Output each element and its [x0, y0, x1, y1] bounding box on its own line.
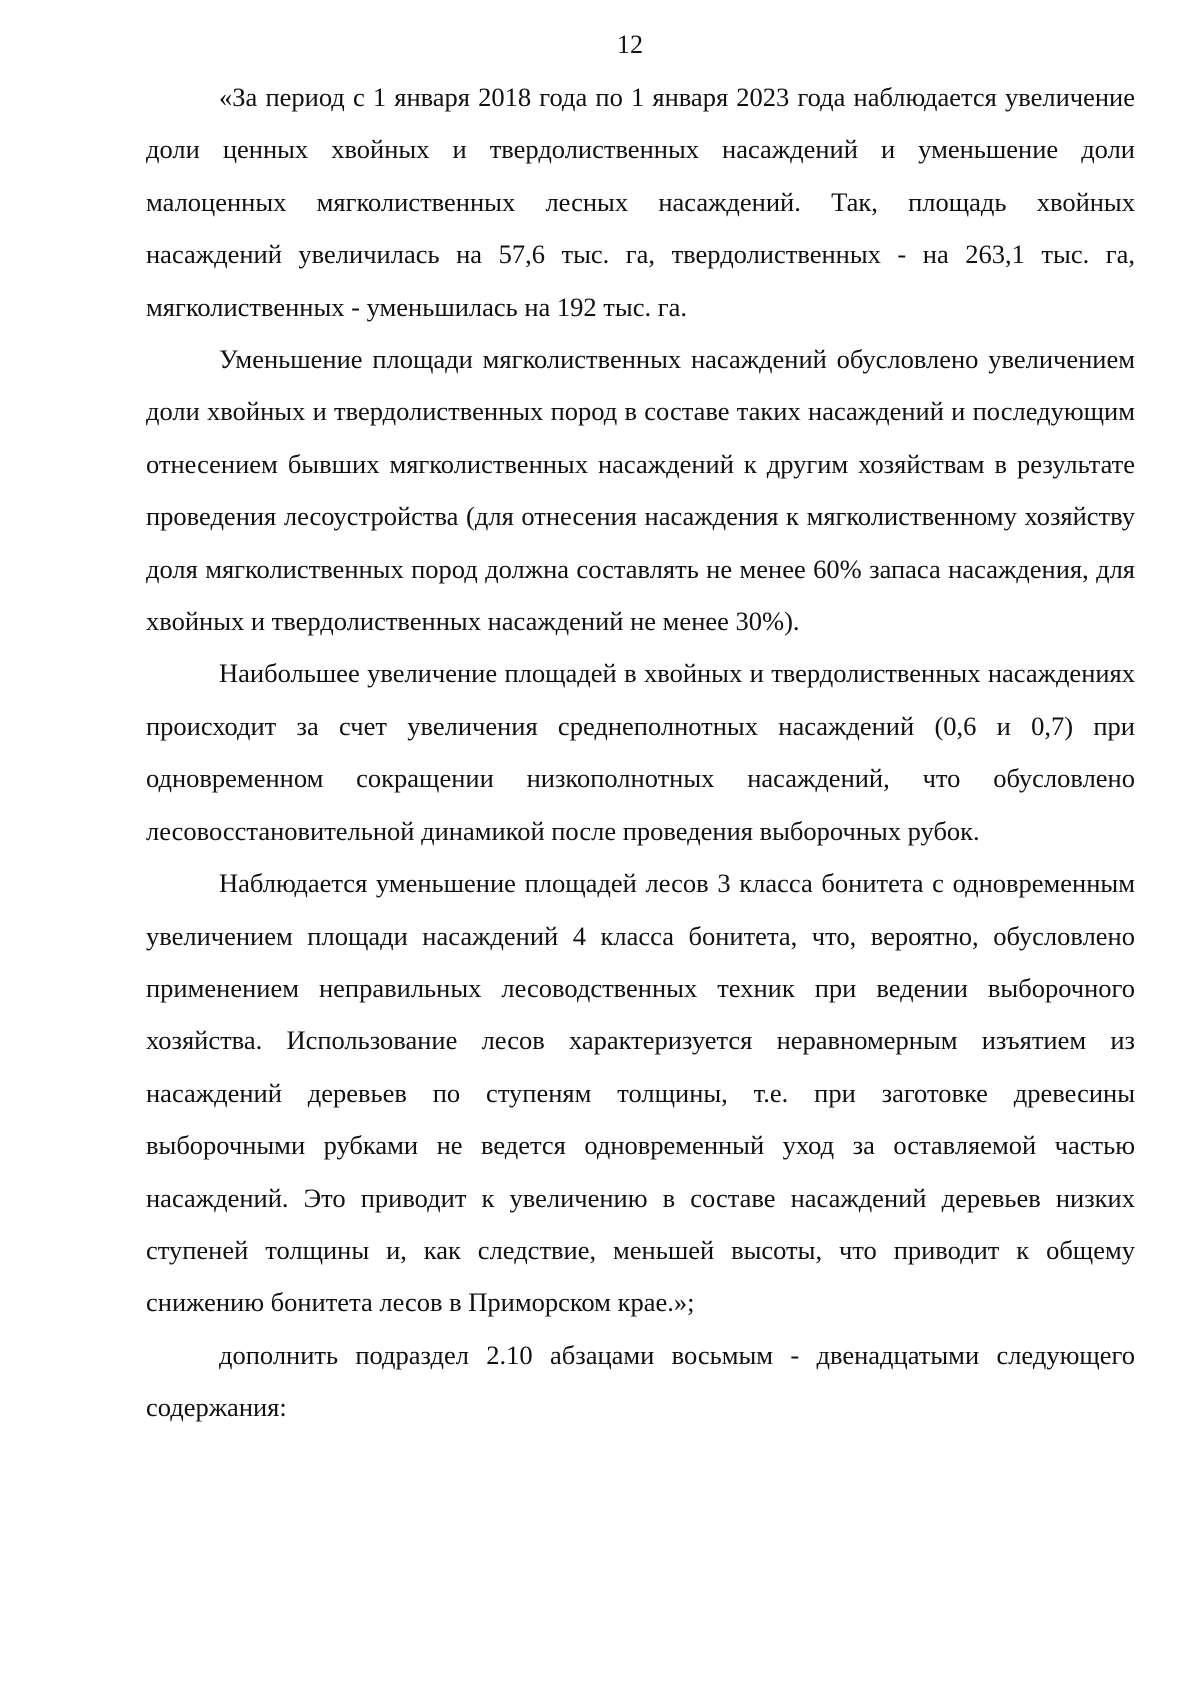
paragraph-density-increase: Наибольшее увеличение площадей в хвойных и твердолиственных насаждениях происходит за счет увеличения среднеполнотных насаждений (0,6 и 0,7) при одновременном сокращении низкополнотных насаждений, что обусловлено лесовосстановительной динамикой после проведения выборочных рубок.	[146, 658, 1135, 846]
document-body	[146, 71, 1135, 1434]
page-number: 12	[617, 30, 643, 59]
paragraph-amendment-instruction: дополнить подраздел 2.10 абзацами восьмым - двенадцатыми следующего содержания:	[146, 1339, 1135, 1423]
paragraph-forest-area-changes: «За период с 1 января 2018 года по 1 января 2023 года наблюдается увеличение доли ценных хвойных и твердолиственных насаждений и уменьшение доли малоценных мягколиственных лесных насаждений. Так, площадь хвойных насаждений увеличилась на 57,6 тыс. га, твердолиственных - на 263,1 тыс. га, мягколиственных - уменьшилась на 192 тыс. га.	[146, 82, 1135, 322]
paragraph-softwood-decrease-reason: Уменьшение площади мягколиственных насаждений обусловлено увеличением доли хвойных и твердолиственных пород в составе таких насаждений и последующим отнесением бывших мягколиственных насаждений к другим хозяйствам в результате проведения лесоустройства (для отнесения насаждения к мягколиственному хозяйству доля мягколиственных пород должна составлять не менее 60% запаса насаждения, для хвойных и твердолиственных насаждений не менее 30%).	[146, 344, 1135, 637]
paragraph-site-class-decrease: Наблюдается уменьшение площадей лесов 3 класса бонитета с одновременным увеличением площади насаждений 4 класса бонитета, что, вероятно, обусловлено применением неправильных лесоводственных техник при ведении выборочного хозяйства. Использование лесов характеризуется неравномерным изъятием из насаждений деревьев по ступеням толщины, т.е. при заготовке древесины выборочными рубками не ведется одновременный уход за оставляемой частью насаждений. Это приводит к увеличению в составе насаждений деревьев низких ступеней толщины и, как следствие, меньшей высоты, что приводит к общему снижению бонитета лесов в Приморском крае.»;	[146, 868, 1135, 1318]
